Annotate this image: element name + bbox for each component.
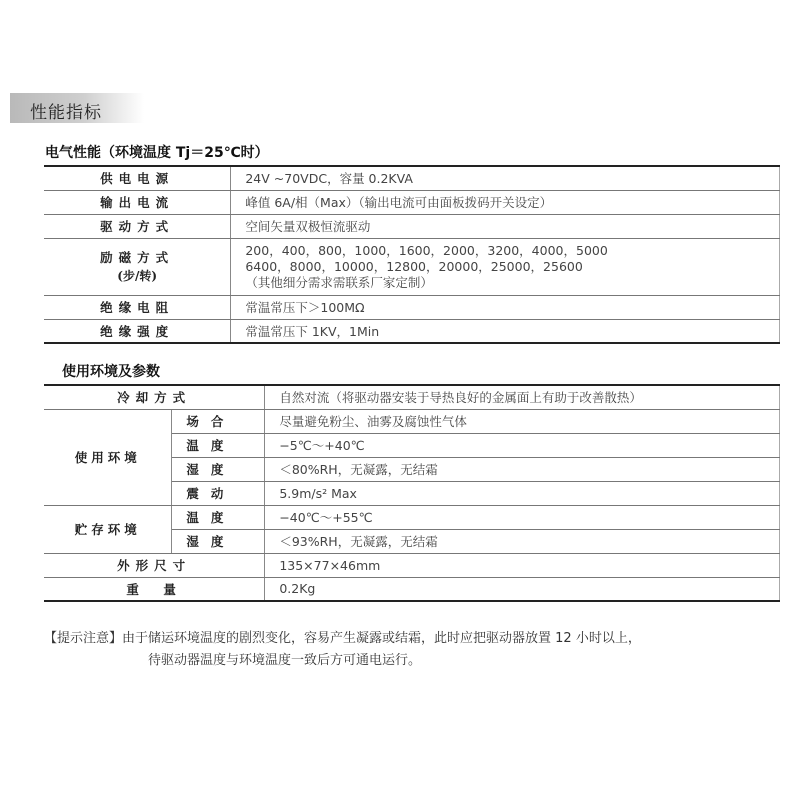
row-value: 135×77×46mm (265, 553, 780, 577)
row-label-cell (44, 238, 231, 295)
row-label: 励磁方式 (100, 249, 175, 265)
environment-table (44, 384, 780, 602)
row-sublabel: 温度 (172, 433, 265, 457)
notice-line-2: 待驱动器温度与环境温度一致后方可通电运行。 (148, 653, 422, 668)
notice-line-1: 由于储运环境温度的剧烈变化，容易产生凝露或结霜，此时应把驱动器放置 12 小时以上， (122, 631, 641, 646)
row-label: 重 量 (44, 577, 265, 601)
row-label: 输出电流 (44, 190, 231, 214)
table-row (44, 385, 780, 409)
row-value: 0.2Kg (265, 577, 780, 601)
row-value: 空间矢量双极恒流驱动 (231, 214, 780, 238)
microstep-line-3: （其他细分需求需联系厂家定制） (245, 274, 433, 290)
environment-heading: 使用环境及参数 (62, 364, 160, 380)
section-title: 性能指标 (30, 103, 102, 123)
microstep-line-2: 6400，8000，10000，12800，20000，25000，25600 (245, 258, 583, 274)
row-label: 驱动方式 (44, 214, 231, 238)
row-sublabel: 湿度 (172, 457, 265, 481)
row-value: 24V ~70VDC，容量 0.2KVA (231, 166, 780, 190)
row-value: −40℃～+55℃ (265, 505, 780, 529)
row-label: 绝缘电阻 (44, 295, 231, 319)
row-label: 冷却方式 (44, 385, 265, 409)
row-label: 供电电源 (44, 166, 231, 190)
electrical-heading: 电气性能（环境温度 Tj＝25℃时） (45, 145, 269, 161)
table-row (44, 238, 780, 295)
row-value: 常温常压下＞100MΩ (231, 295, 780, 319)
row-label: 外形尺寸 (44, 553, 265, 577)
table-row (44, 319, 780, 343)
row-value: 峰值 6A/相（Max）（输出电流可由面板拨码开关设定） (231, 190, 780, 214)
row-sublabel: 温度 (172, 505, 265, 529)
row-value: 尽量避免粉尘、油雾及腐蚀性气体 (265, 409, 780, 433)
row-value: ＜93%RH，无凝露，无结霜 (265, 529, 780, 553)
microstep-line-1: 200，400，800，1000，1600，2000，3200，4000，5000 (245, 242, 608, 258)
notice-tag: 【提示注意】 (44, 631, 123, 646)
group-label: 使用环境 (44, 409, 172, 505)
row-value: 常温常压下 1KV，1Min (231, 319, 780, 343)
row-value: 自然对流（将驱动器安装于导热良好的金属面上有助于改善散热） (265, 385, 780, 409)
table-row (44, 166, 780, 190)
row-value-cell (231, 238, 780, 295)
table-row (44, 553, 780, 577)
row-value: ＜80%RH，无凝露，无结霜 (265, 457, 780, 481)
row-sublabel: 湿度 (172, 529, 265, 553)
group-label: 贮存环境 (44, 505, 172, 553)
row-label: 绝缘强度 (44, 319, 231, 343)
table-row (44, 409, 780, 433)
section-header (10, 93, 144, 123)
table-row (44, 577, 780, 601)
row-value: −5℃～+40℃ (265, 433, 780, 457)
row-label-sub: (步/转) (117, 268, 158, 283)
row-value: 5.9m/s² Max (265, 481, 780, 505)
row-sublabel: 场合 (172, 409, 265, 433)
table-row (44, 190, 780, 214)
electrical-table (44, 165, 780, 344)
table-row (44, 505, 780, 529)
table-row (44, 214, 780, 238)
table-row (44, 295, 780, 319)
notice-text (44, 628, 800, 672)
row-sublabel: 震动 (172, 481, 265, 505)
